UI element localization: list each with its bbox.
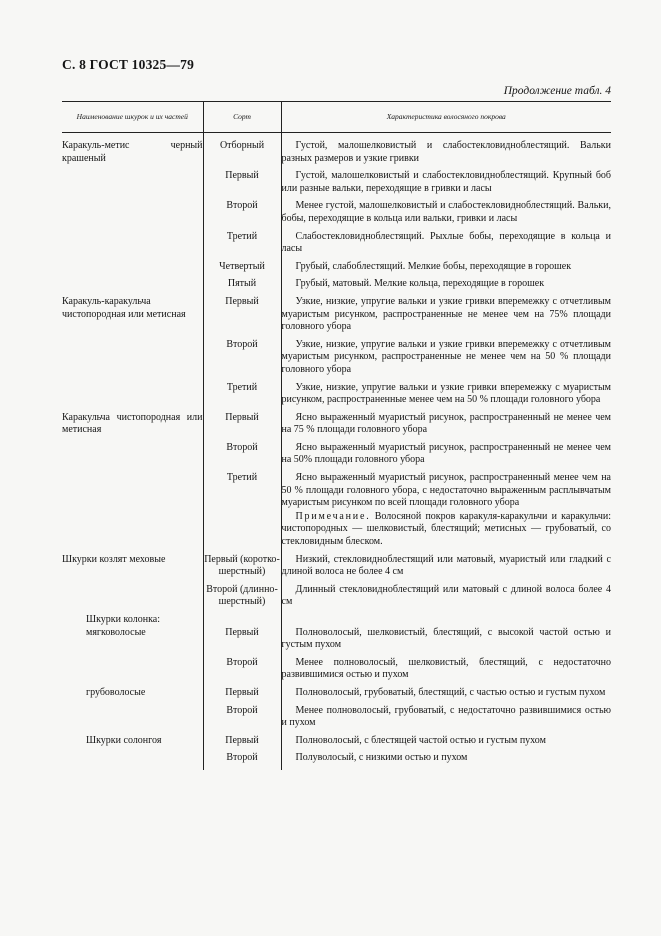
table-row — [62, 133, 611, 171]
header-name: Наименование шкурок и их частей — [62, 102, 203, 133]
description-cell — [281, 472, 611, 554]
pelt-name — [62, 705, 203, 735]
description-cell — [281, 339, 611, 382]
description-cell — [281, 554, 611, 584]
grade-cell: Первый — [203, 296, 281, 339]
grade-cell: Первый — [203, 170, 281, 200]
description-cell — [281, 261, 611, 279]
table-row — [62, 554, 611, 584]
description-cell — [281, 200, 611, 230]
grade-cell: Первый — [203, 687, 281, 705]
grade-cell: Первый — [203, 412, 281, 442]
pelt-name — [62, 261, 203, 279]
grade-cell: Первый — [203, 735, 281, 753]
description-cell — [281, 752, 611, 770]
description-cell — [281, 584, 611, 614]
table-row — [62, 278, 611, 296]
grade-cell: Отборный — [203, 133, 281, 171]
table-row — [62, 339, 611, 382]
pelt-name — [62, 584, 203, 614]
grade-text: Первый — [225, 626, 259, 638]
pelt-name — [62, 278, 203, 296]
description-cell — [281, 735, 611, 753]
grade-cell: Второй — [203, 752, 281, 770]
description-text: Полноволосый, грубоватый, блестящий, с частью остью и густым пухом — [295, 686, 606, 698]
description-text: Слабостекловидноблестящий. Рыхлые бобы, переходящие в кольца и ласы — [281, 230, 611, 255]
description-cell — [281, 278, 611, 296]
grade-cell: Третий — [203, 472, 281, 554]
description-cell — [281, 442, 611, 472]
note-text: Волосяной покров каракуля-каракульчи и каракульчи: чистопородных — шелковистый, блестящий; метисных — грубоватый, со стекловидным блеском. — [281, 510, 611, 548]
description-text: Ясно выраженный муаристый рисунок, распространенный менее чем на 50 % площади головного убора, с недостаточно выраженным расплывчатым муаристым рисунком по всей площади головного убора — [281, 472, 611, 509]
description-cell — [281, 412, 611, 442]
table-row — [62, 170, 611, 200]
description-cell — [281, 382, 611, 412]
pelt-name: Каракуль-каракульча чистопородная или метисная — [62, 295, 186, 320]
table-note — [282, 511, 612, 549]
table-row — [62, 412, 611, 442]
description-text: Густой, малошелковистый и слабостекловидноблестящий. Крупный боб или разные вальки, переходящие в гривки и ласы — [281, 170, 611, 194]
grade-cell: Второй (длинношерстный) — [203, 584, 281, 614]
description-text: Узкие, низкие, упругие вальки и узкие гривки вперемежку с отчетливым муаристым рисунком, распространенные не менее чем на 50 % площади головного убора — [281, 338, 611, 375]
description-text: Грубый, матовый. Мелкие кольца, переходящие в горошек — [295, 278, 545, 290]
description-text: Ясно выраженный муаристый рисунок, распространенный не менее чем на 75 % площади головного убора — [281, 411, 611, 436]
description-text: Полноволосый, шелковистый, блестящий, с высокой частой остью и густым пухом — [281, 626, 611, 651]
pelt-name — [62, 687, 203, 705]
pelt-name — [62, 382, 203, 412]
pelt-name — [62, 442, 203, 472]
grading-table — [62, 101, 611, 770]
pelt-name — [62, 170, 203, 200]
description-text: Грубый, слабоблестящий. Мелкие бобы, переходящие в горошек — [295, 260, 572, 272]
description-text: Менее полноволосый, шелковистый, блестящий, с недостаточно развившимися остью и пухом — [281, 656, 611, 681]
description-text: Узкие, низкие, упругие вальки и узкие гривки вперемежку с отчетливым муаристым рисунком, распространенные не менее чем на 75% площади головного убора — [281, 295, 611, 333]
table-row — [62, 296, 611, 339]
pelt-name: Шкурки козлят меховые — [62, 553, 166, 565]
grade-cell: Второй — [203, 657, 281, 687]
description-text: Полуволосый, с низкими остью и пухом — [295, 752, 468, 764]
grade-cell: Первый (короткошерстный) — [203, 554, 281, 584]
grade-cell — [203, 614, 281, 657]
grade-cell: Пятый — [203, 278, 281, 296]
pelt-name — [62, 200, 203, 230]
pelt-group-name: Шкурки солонгоя — [86, 734, 162, 746]
description-text: Ясно выраженный муаристый рисунок, распространенный не менее чем на 50% площади головного убора — [281, 441, 611, 466]
grade-cell: Четвертый — [203, 261, 281, 279]
description-text: Менее густой, малошелковистый и слабостекловидноблестящий. Вальки, бобы, переходящие в кольца или вальки, гривки и ласы — [281, 200, 611, 224]
description-text: Длинный стекловидноблестящий или матовый с длиной волоса более 4 см — [281, 583, 611, 608]
description-cell — [281, 170, 611, 200]
table-row — [62, 200, 611, 230]
description-cell — [281, 705, 611, 735]
description-text: Узкие, низкие, упругие вальки и узкие гривки вперемежку с муаристым рисунком, распространенные менее чем на 50 % площади головного убора — [281, 381, 611, 406]
table-row — [62, 231, 611, 261]
pelt-name — [62, 472, 203, 554]
description-cell — [281, 231, 611, 261]
pelt-group-name: Шкурки колонка: — [86, 614, 160, 625]
table-row — [62, 614, 611, 657]
grade-cell: Третий — [203, 231, 281, 261]
pelt-name — [62, 231, 203, 261]
table-row — [62, 687, 611, 705]
pelt-subgroup-name: мягковолосые — [86, 626, 146, 638]
grade-cell: Второй — [203, 705, 281, 735]
pelt-name — [62, 339, 203, 382]
pelt-subgroup-name: грубоволосые — [86, 686, 146, 698]
description-cell — [281, 657, 611, 687]
pelt-name — [62, 614, 203, 657]
description-cell — [281, 133, 611, 171]
description-cell — [281, 296, 611, 339]
table-header-row — [62, 102, 611, 133]
table-row — [62, 657, 611, 687]
pelt-name: Каракуль-метис черный крашеный — [62, 140, 203, 164]
description-text: Менее полноволосый, грубоватый, с недостаточно развившимися остью и пухом — [281, 704, 611, 729]
pelt-name — [62, 752, 203, 770]
grade-cell: Второй — [203, 200, 281, 230]
note-label: Примечание. — [295, 510, 371, 522]
table-row — [62, 735, 611, 753]
description-cell — [281, 687, 611, 705]
grade-cell: Второй — [203, 339, 281, 382]
pelt-name — [62, 657, 203, 687]
description-cell — [281, 614, 611, 657]
table-row — [62, 442, 611, 472]
table-continuation-label: Продолжение табл. 4 — [503, 85, 611, 97]
description-text: Густой, малошелковистый и слабостекловидноблестящий. Вальки разных размеров и узкие гривки — [281, 140, 611, 164]
grade-cell: Третий — [203, 382, 281, 412]
table-row — [62, 382, 611, 412]
table-row — [62, 261, 611, 279]
pelt-name: Каракульча чистопородная или метисная — [62, 411, 203, 436]
page-header: С. 8 ГОСТ 10325—79 — [62, 57, 195, 72]
description-text: Полноволосый, с блестящей частой остью и густым пухом — [295, 734, 546, 746]
table-row — [62, 472, 611, 554]
grade-cell: Второй — [203, 442, 281, 472]
table-row — [62, 705, 611, 735]
table-row — [62, 584, 611, 614]
pelt-name — [62, 735, 203, 753]
description-text: Низкий, стекловидноблестящий или матовый, муаристый или гладкий с длиной волоса не более 4 см — [281, 553, 611, 578]
header-description: Характеристика волосяного покрова — [281, 102, 611, 133]
header-grade: Сорт — [203, 102, 281, 133]
table-row — [62, 752, 611, 770]
